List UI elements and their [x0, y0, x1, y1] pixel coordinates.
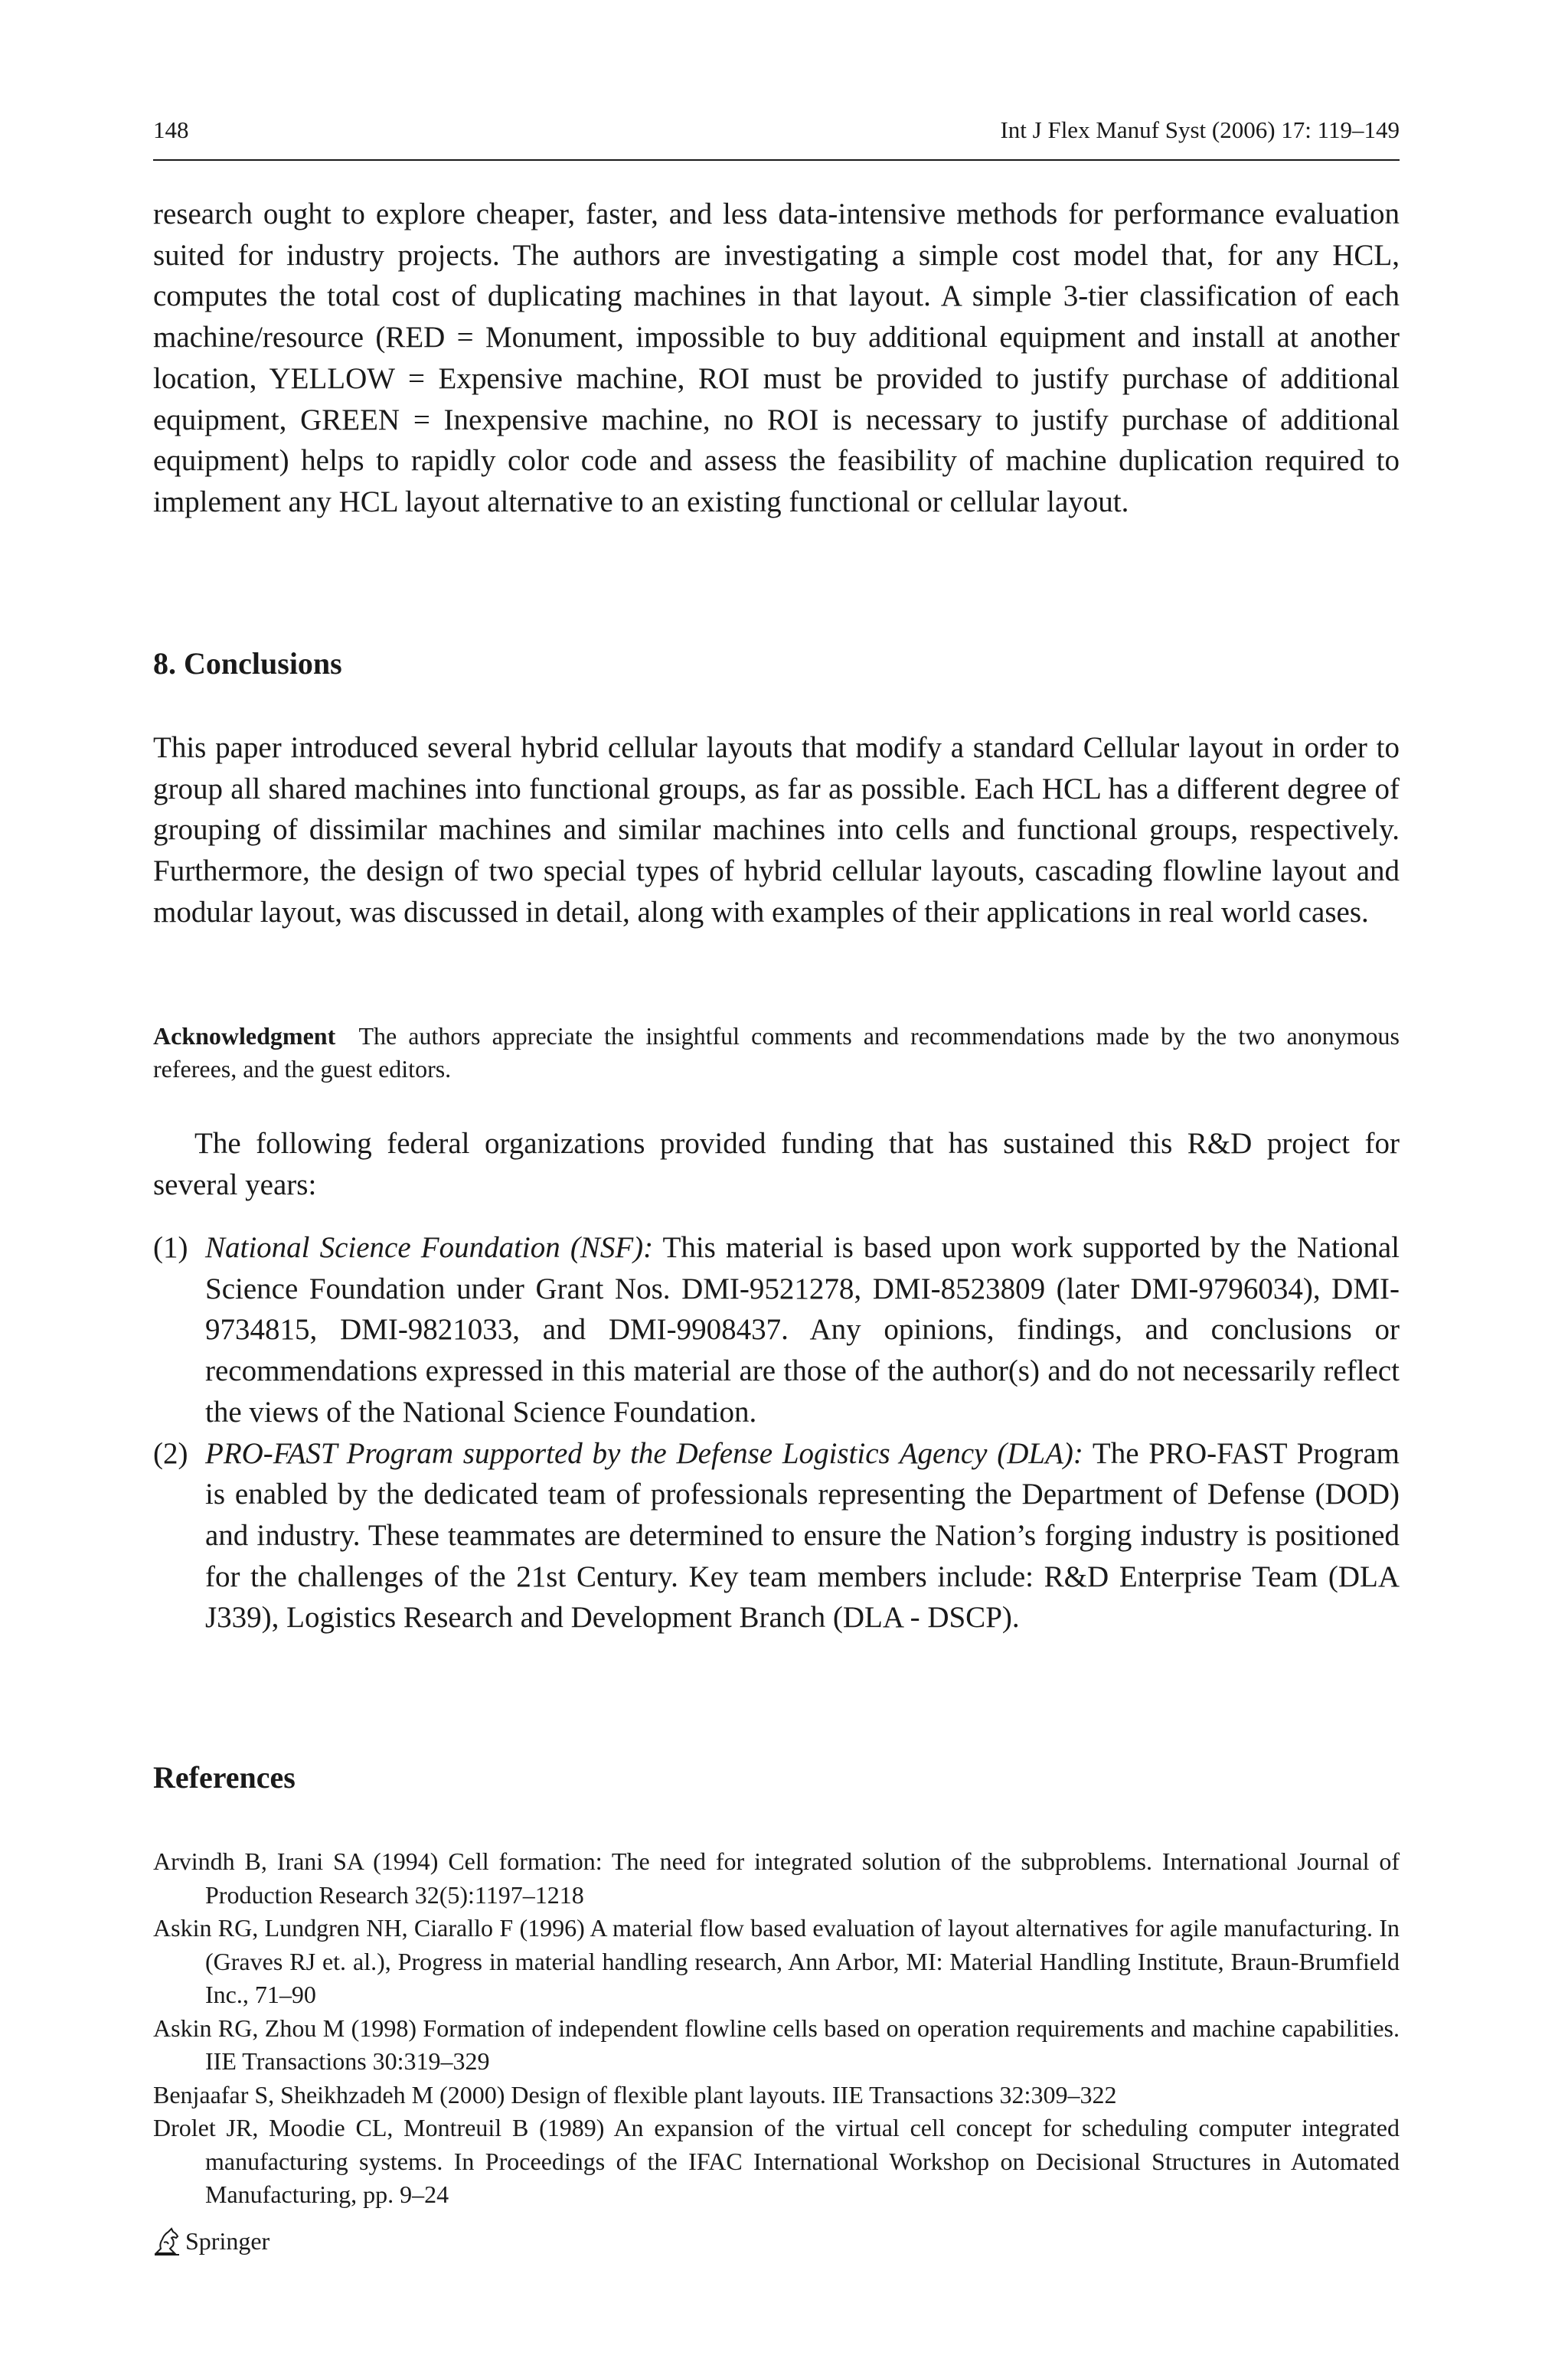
journal-citation: Int J Flex Manuf Syst (2006) 17: 119–149 — [1000, 116, 1400, 143]
research-paragraph: research ought to explore cheaper, faster, and less data-intensive methods for performance evaluation suited for industry projects. The authors are investigating a simple cost model that, for any HCL, computes the total cost of duplicating machines in that layout. A simple 3-tier classification of each machine/resource (RED = Monument, impossible to buy additional equipment and install at another location, YELLOW = Expensive machine, ROI must be provided to justify purchase of additional equipment, GREEN = Inexpensive machine, no ROI is necessary to justify purchase of additional equipment) helps to rapidly color code and assess the feasibility of machine duplication required to implement any HCL layout alternative to an existing functional or cellular layout. — [153, 198, 1400, 518]
acknowledgment-text: The authors appreciate the insightful comments and recommendations made by the two anonymous referees, and the guest editors. — [153, 1022, 1400, 1083]
conclusions-paragraph: This paper introduced several hybrid cellular layouts that modify a standard Cellular layout in order to group all shared machines into functional groups, as far as possible. Each HCL has a different degree of grouping of dissimilar machines and similar machines into cells and functional groups, respectively. Furthermore, the design of two special types of hybrid cellular layouts, cascading flowline layout and modular layout, was discussed in detail, along with examples of their applications in real world cases. — [153, 731, 1400, 929]
running-header — [153, 115, 1400, 145]
reference-item: Askin RG, Lundgren NH, Ciarallo F (1996) A material flow based evaluation of layout alternatives for agile manufacturing. In (Graves RJ et. al.), Progress in material handling research, Ann Arbor, MI: Material Handling Institute, Braun-Brumfield Inc., 71–90 — [153, 1914, 1400, 2008]
reference-list — [153, 1845, 1400, 2212]
reference-item: Askin RG, Zhou M (1998) Formation of independent flowline cells based on operation requirements and machine capabilities. IIE Transactions 30:319–329 — [153, 2014, 1400, 2075]
acknowledgment-label: Acknowledgment — [153, 1022, 336, 1050]
publisher-name: Springer — [185, 2226, 270, 2255]
reference-item: Benjaafar S, Sheikhzadeh M (2000) Design of flexible plant layouts. IIE Transactions 32:309–322 — [153, 2080, 1117, 2109]
reference-item: Drolet JR, Moodie CL, Montreuil B (1989) An expansion of the virtual cell concept for scheduling computer integrated manufacturing systems. In Proceedings of the IFAC International Workshop on Decisional Structures in Automated Manufacturing, pp. 9–24 — [153, 2114, 1400, 2208]
funding-item-title: National Science Foundation (NSF): — [205, 1231, 654, 1264]
references-heading: References — [153, 1760, 296, 1795]
funding-item-number: (1) — [153, 1231, 188, 1264]
funding-list — [153, 1227, 1400, 1638]
publisher-footer — [153, 2222, 270, 2260]
conclusions-heading: 8. Conclusions — [153, 646, 342, 681]
funding-item-number: (2) — [153, 1436, 188, 1470]
funding-item-text: The PRO-FAST Program is enabled by the dedicated team of professionals representing the Department of Defense (DOD) and industry. These teammates are determined to ensure the Nation’s forging industry is positioned for the challenges of the 21st Century. Key team members include: R&D Enterprise Team (DLA J339), Logistics Research and Development Branch (DLA - DSCP). — [205, 1436, 1400, 1635]
reference-item: Arvindh B, Irani SA (1994) Cell formation: The need for integrated solution of the subproblems. International Journal of Production Research 32(5):1197–1218 — [153, 1847, 1400, 1909]
funding-item-title: PRO-FAST Program supported by the Defense Logistics Agency (DLA): — [205, 1436, 1083, 1470]
header-rule — [153, 159, 1400, 161]
funding-item-text: This material is based upon work supported by the National Science Foundation under Grant Nos. DMI-9521278, DMI-8523809 (later DMI-9796034), DMI-9734815, DMI-9821033, and DMI-9908437. Any opinions, findings, and conclusions or recommendations expressed in this material are those of the author(s) and do not necessarily reflect the views of the National Science Foundation. — [205, 1231, 1400, 1429]
page-number: 148 — [153, 116, 189, 143]
funding-item — [153, 1227, 1400, 1433]
springer-horse-icon — [153, 2226, 182, 2256]
funding-intro: The following federal organizations provided funding that has sustained this R&D project for several years: — [153, 1127, 1400, 1201]
acknowledgment-paragraph — [153, 1020, 1400, 1086]
funding-item — [153, 1433, 1400, 1639]
